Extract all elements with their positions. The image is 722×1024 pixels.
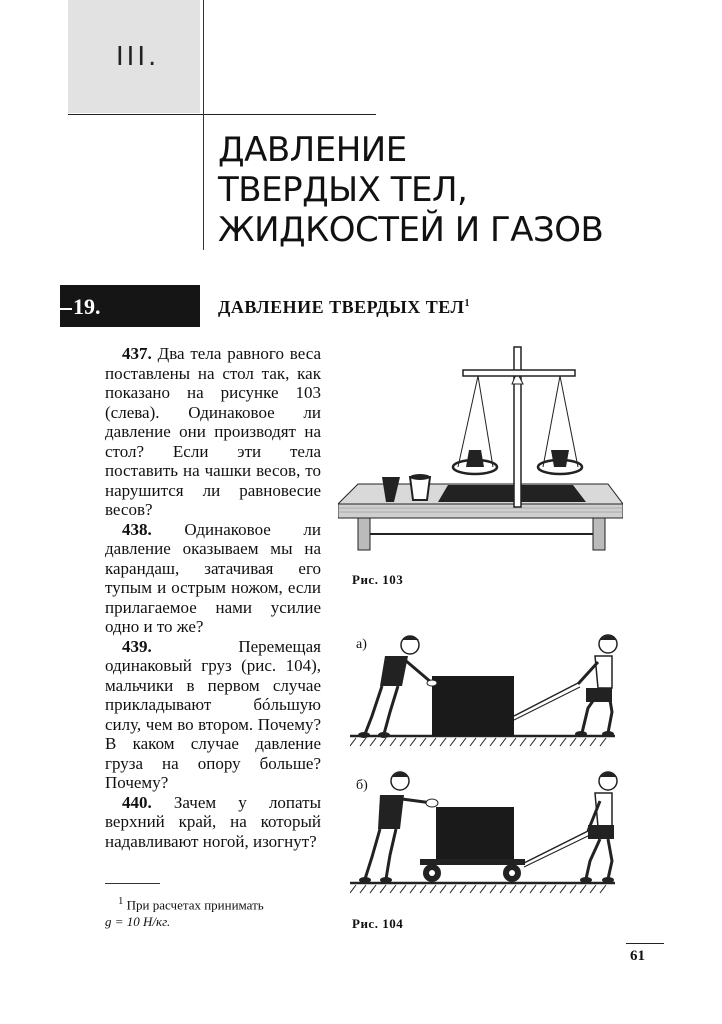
page-number: 61	[630, 948, 645, 964]
section-footnote-mark: 1	[464, 298, 470, 309]
section-number: 19.	[58, 294, 101, 320]
problem-440	[105, 793, 321, 852]
chapter-title-line-2: ТВЕРДЫХ ТЕЛ,	[218, 170, 468, 210]
page-number-rule	[626, 943, 664, 944]
footnote-rule	[105, 883, 160, 884]
header-vertical-rule	[203, 0, 204, 250]
problems-text	[105, 344, 321, 851]
figure-104-caption: Рис. 104	[352, 916, 404, 931]
footnote-mark: 1	[118, 895, 124, 907]
problem-text: Одинаковое ли давление оказываем мы на карандаш, затачивая его тупым и острым ножом, если прилагаемое нами усилие одно и то же?	[105, 519, 321, 636]
problem-text: Зачем у лопаты верхний край, на который надавливают ногой, изогнут?	[105, 792, 321, 851]
chapter-title-line-1: ДАВЛЕНИЕ	[218, 130, 407, 170]
footnote-line-2: g = 10 Н/кг.	[105, 914, 171, 930]
problem-437	[105, 344, 321, 520]
chapter-number: III.	[116, 42, 160, 72]
figure-103-balance	[338, 342, 623, 562]
problem-number: 439.	[122, 636, 152, 656]
figure-104-label-a: а)	[356, 637, 367, 652]
chapter-title	[218, 130, 603, 250]
problem-text: Перемещая одинаковый груз (рис. 104), мальчики в первом случае прикладывают бóльшую силу, чем во втором. Почему? В каком случае давление груза на опору больше? Почему?	[105, 636, 321, 792]
problem-number: 438.	[122, 519, 152, 539]
problem-439	[105, 637, 321, 793]
section-title	[218, 297, 470, 318]
section-title-text: ДАВЛЕНИЕ ТВЕРДЫХ ТЕЛ	[218, 297, 465, 317]
problem-number: 437.	[122, 344, 152, 363]
footnote	[105, 893, 325, 930]
chapter-title-line-3: ЖИДКОСТЕЙ И ГАЗОВ	[218, 210, 604, 250]
figure-104a-boys-pushing-box	[350, 628, 620, 753]
header-rule	[68, 114, 376, 115]
figure-104b-boys-pushing-cart	[350, 765, 620, 900]
problem-number: 440.	[122, 792, 152, 812]
problem-438	[105, 520, 321, 637]
problem-text: Два тела равного веса поставлены на стол так, как показано на рисунке 103 (слева). Одинаковое ли давление они производят на стол? Если эти тела поставить на чашки весов, то нарушится ли равновесие весов?	[105, 344, 321, 519]
figure-104-label-b: б)	[356, 778, 368, 793]
figure-103-caption: Рис. 103	[352, 572, 404, 587]
footnote-line-1: При расчетах принимать	[126, 897, 264, 913]
